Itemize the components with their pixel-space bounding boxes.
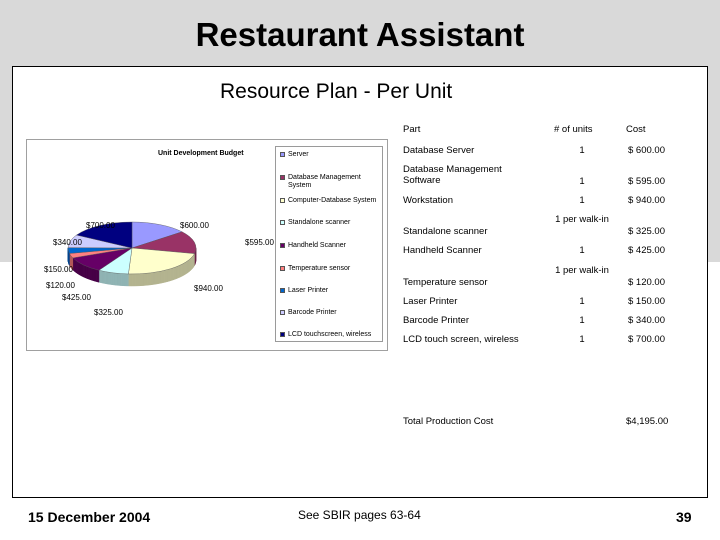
row-part: Database Server <box>403 145 475 156</box>
legend-label: Laser Printer <box>288 287 329 294</box>
pie-value-label: $425.00 <box>62 293 91 302</box>
pie-slice-side <box>132 274 136 286</box>
legend-label: Computer-Database System <box>288 197 377 204</box>
header-cost: Cost <box>626 124 646 135</box>
legend-item <box>280 331 384 339</box>
legend-swatch <box>280 288 285 293</box>
pie-slice-side <box>147 273 151 285</box>
pie-value-label: $595.00 <box>245 238 274 247</box>
legend-swatch <box>280 332 285 337</box>
pie-value-label: $600.00 <box>180 221 209 230</box>
pie-value-label: $700.00 <box>86 221 115 230</box>
legend-label: Handheld Scanner <box>288 242 346 249</box>
total-label: Total Production Cost <box>403 416 494 427</box>
row-units: 1 <box>579 176 585 187</box>
legend-item <box>280 242 384 250</box>
pie-slice-side <box>128 274 132 286</box>
row-part: Database Management Software <box>403 164 502 186</box>
legend-item <box>280 151 384 159</box>
row-part: LCD touch screen, wireless <box>403 334 519 345</box>
pie-slice-side <box>188 259 190 272</box>
pie-slice-side <box>186 261 188 274</box>
footer-date: 15 December 2004 <box>28 509 151 525</box>
legend-item <box>280 174 384 190</box>
row-part: Workstation <box>403 195 453 206</box>
page-number: 39 <box>676 509 692 525</box>
row-cost: $ 150.00 <box>628 296 665 307</box>
row-cost: $ 425.00 <box>628 245 665 256</box>
row-part: Barcode Printer <box>403 315 470 326</box>
pie-slice-side <box>154 272 157 285</box>
pie-slice-side <box>136 274 140 286</box>
row-cost: $ 595.00 <box>628 176 665 187</box>
row-units: 1 <box>579 145 585 156</box>
row-units: 1 <box>579 195 585 206</box>
row-cost: $ 325.00 <box>628 226 665 237</box>
row-part: Standalone scanner <box>403 226 488 237</box>
row-cost: $ 700.00 <box>628 334 665 345</box>
pie-value-label: $150.00 <box>44 265 73 274</box>
legend-swatch <box>280 220 285 225</box>
total-value: $4,195.00 <box>626 416 669 427</box>
pie-slice-side <box>184 262 186 275</box>
header-part: Part <box>403 124 421 135</box>
chart-title: Unit Development Budget <box>158 150 244 157</box>
row-cost: $ 940.00 <box>628 195 665 206</box>
footer-note: See SBIR pages 63-64 <box>298 508 421 522</box>
legend-swatch <box>280 266 285 271</box>
row-cost: $ 120.00 <box>628 277 665 288</box>
row-cost: $ 600.00 <box>628 145 665 156</box>
pie-slice-side <box>174 267 177 280</box>
legend-label: Database Management System <box>288 174 361 189</box>
pie-chart <box>30 200 230 320</box>
row-units: 1 <box>579 296 585 307</box>
legend-label: Temperature sensor <box>288 265 351 272</box>
row-cost: $ 340.00 <box>628 315 665 326</box>
pie-slice-side <box>168 269 171 282</box>
pie-slice-side <box>179 265 181 278</box>
legend-swatch <box>280 243 285 248</box>
row-part: Handheld Scanner <box>403 245 482 256</box>
legend-item <box>280 197 384 205</box>
row-part: Laser Printer <box>403 296 458 307</box>
legend-item <box>280 265 384 273</box>
legend-swatch <box>280 152 285 157</box>
legend-item <box>280 309 384 317</box>
pie-value-label: $325.00 <box>94 308 123 317</box>
header-units: # of units <box>554 124 593 135</box>
pie-value-label: $940.00 <box>194 284 223 293</box>
row-part: Temperature sensor <box>403 277 488 288</box>
pie-slice-side <box>158 271 161 284</box>
pie-slice-side <box>181 263 183 276</box>
row-units: 1 <box>579 334 585 345</box>
pie-slice-side <box>171 268 174 281</box>
right-band <box>708 66 720 262</box>
legend-swatch <box>280 310 285 315</box>
pie-slice-side <box>143 273 147 285</box>
pie-value-label: $120.00 <box>46 281 75 290</box>
legend-label: LCD touchscreen, wireless <box>288 331 372 338</box>
left-band <box>0 66 12 262</box>
pie-slice-side <box>176 266 179 279</box>
pie-slice-side <box>140 274 144 286</box>
row-units: 1 per walk-in <box>555 265 609 276</box>
legend-swatch <box>280 198 285 203</box>
legend-item <box>280 287 384 295</box>
pie-value-label: $340.00 <box>53 238 82 247</box>
pie-slice-side <box>151 272 155 284</box>
chart-legend <box>275 146 383 342</box>
legend-item <box>280 219 384 227</box>
slide-title: Restaurant Assistant <box>195 16 525 53</box>
legend-label: Standalone scanner <box>288 219 351 226</box>
legend-label: Server <box>288 151 309 158</box>
row-units: 1 per walk-in <box>555 214 609 225</box>
legend-label: Barcode Printer <box>288 309 337 316</box>
row-units: 1 <box>579 245 585 256</box>
pie-slice-side <box>161 270 164 283</box>
row-units: 1 <box>579 315 585 326</box>
slide-subtitle: Resource Plan - Per Unit <box>220 80 453 103</box>
legend-swatch <box>280 175 285 180</box>
pie-slice-side <box>164 270 167 283</box>
